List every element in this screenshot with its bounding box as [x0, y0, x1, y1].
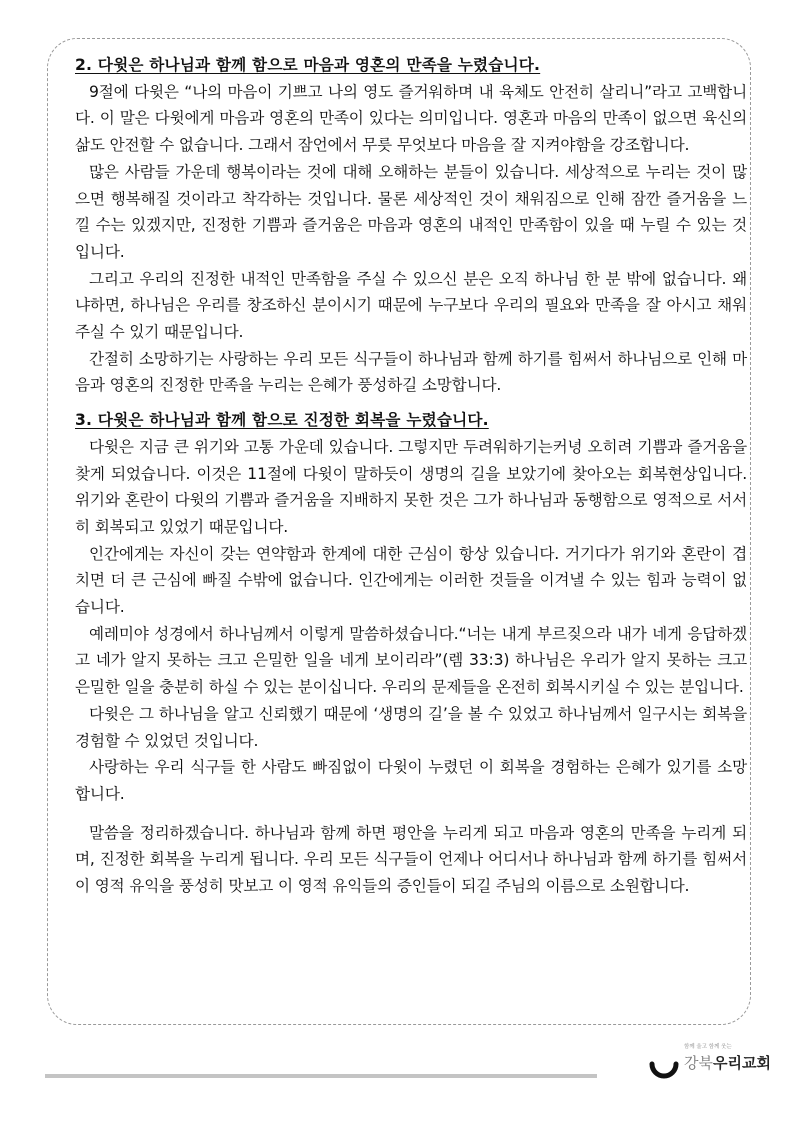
section-3-heading: 3. 다윗은 하나님과 함께 함으로 진정한 회복을 누렸습니다. — [75, 411, 489, 430]
section-2-paragraph: 9절에 다윗은 “나의 마음이 기쁘고 나의 영도 즐거워하며 내 육체도 안전히 살리니”라고 고백합니다. 이 말은 다윗에게 마음과 영혼의 만족이 있다는 의미입니다. 영혼과 마음의 만족이 없으면 육신의 삶도 안전할 수 없습니다. 그래서 잠언에서 무릇 무엇보다 마음을 잘 지켜야함을 강조합니다. — [75, 82, 747, 155]
logo-name — [684, 1052, 771, 1073]
logo-name-part2: 우리교회 — [712, 1054, 771, 1072]
section-3-paragraph: 인간에게는 자신이 갖는 연약함과 한계에 대한 근심이 항상 있습니다. 거기다가 위기와 혼란이 겹치면 더 큰 근심에 빠질 수밖에 없습니다. 인간에게는 이러한 것들을 이겨낼 수 있는 힘과 능력이 없습니다. — [75, 544, 747, 617]
footer-divider — [45, 1074, 597, 1078]
church-logo-icon — [644, 1046, 684, 1086]
section-3-paragraph: 예레미야 성경에서 하나님께서 이렇게 말씀하셨습니다.“너는 내게 부르짖으라 내가 네게 응답하겠고 네가 알지 못하는 크고 은밀한 일을 네게 보이리라”(렘 33:3) 하나님은 우리가 알지 못하는 크고 은밀한 일을 충분히 하실 수 있는 분이십니다. 우리의 문제들을 온전히 회복시키실 수 있는 분입니다. — [75, 624, 747, 697]
conclusion-paragraph: 말씀을 정리하겠습니다. 하나님과 함께 하면 평안을 누리게 되고 마음과 영혼의 만족을 누리게 되며, 진정한 회복을 누리게 됩니다. 우리 모든 식구들이 언제나 어디서나 하나님과 함께 하기를 힘써서 이 영적 유익을 풍성히 맛보고 이 영적 유익들의 증인들이 되길 주님의 이름으로 소원합니다. — [75, 823, 747, 896]
section-2-paragraph: 많은 사람들 가운데 행복이라는 것에 대해 오해하는 분들이 있습니다. 세상적으로 누리는 것이 많으면 행복해질 것이라고 착각하는 것입니다. 물론 세상적인 것이 채워짐으로 인해 잠깐 즐거움을 느낄 수는 있겠지만, 진정한 기쁨과 즐거움은 마음과 영혼의 내적인 만족함이 있을 때 누릴 수 있는 것입니다. — [75, 162, 747, 261]
church-logo — [644, 1040, 774, 1090]
section-3-paragraph: 다윗은 지금 큰 위기와 고통 가운데 있습니다. 그렇지만 두려워하기는커녕 오히려 기쁨과 즐거움을 찾게 되었습니다. 이것은 11절에 다윗이 말하듯이 생명의 길을 보았기에 찾아오는 회복현상입니다. 위기와 혼란이 다윗의 기쁨과 즐거움을 지배하지 못한 것은 그가 하나님과 동행함으로 영적으로 서서히 회복되고 있었기 때문입니다. — [75, 437, 747, 536]
logo-name-part1: 강북 — [684, 1054, 713, 1072]
section-3-paragraph: 사랑하는 우리 식구들 한 사람도 빠짐없이 다윗이 누렸던 이 회복을 경험하는 은혜가 있기를 소망합니다. — [75, 758, 747, 803]
section-2-heading: 2. 다윗은 하나님과 함께 함으로 마음과 영혼의 만족을 누렸습니다. — [75, 56, 541, 74]
section-3-paragraph: 다윗은 그 하나님을 알고 신뢰했기 때문에 ‘생명의 길’을 볼 수 있었고 하나님께서 일구시는 회복을 경험할 수 있었던 것입니다. — [75, 704, 747, 750]
section-2-paragraph: 그리고 우리의 진정한 내적인 만족함을 주실 수 있으신 분은 오직 하나님 한 분 밖에 없습니다. 왜냐하면, 하나님은 우리를 창조하신 분이시기 때문에 누구보다 우리의 필요와 만족을 잘 아시고 채워주실 수 있기 때문입니다. — [75, 269, 747, 342]
sermon-body — [75, 52, 747, 900]
section-2-paragraph: 간절히 소망하기는 사랑하는 우리 모든 식구들이 하나님과 함께 하기를 힘써서 하나님으로 인해 마음과 영혼의 진정한 만족을 누리는 은혜가 풍성하길 소망합니다. — [75, 349, 747, 395]
logo-tagline: 함께 울고 함께 웃는 — [684, 1044, 732, 1050]
